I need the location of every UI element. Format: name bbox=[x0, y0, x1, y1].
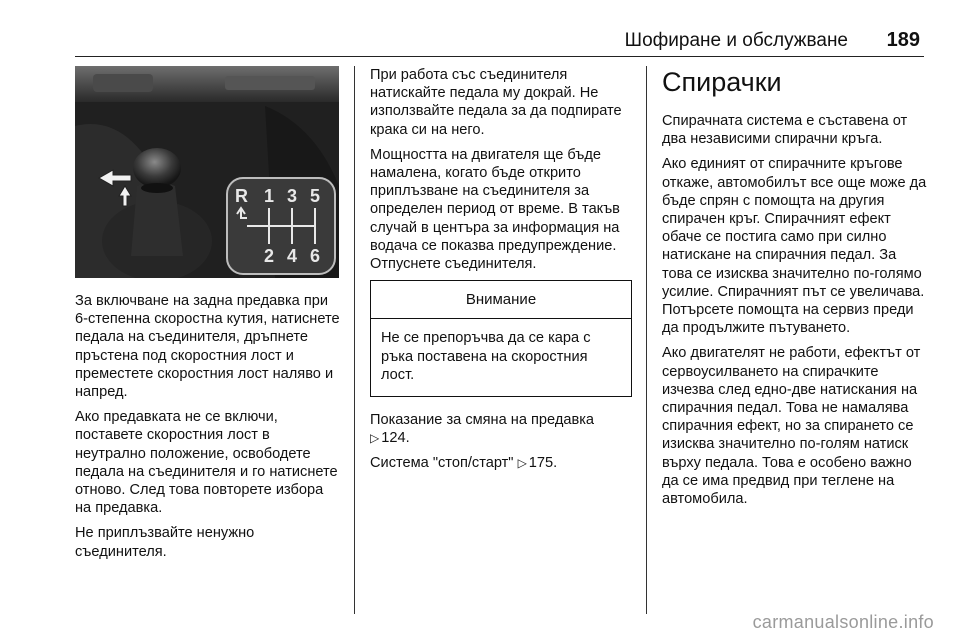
column-3 bbox=[662, 66, 928, 515]
paragraph: При работа със съединителя натискайте педала му докрай. Не използвайте педала за да подпирате крака си на него. bbox=[370, 67, 622, 138]
paragraph: Не приплъзвайте ненужно съединителя. bbox=[75, 525, 255, 560]
ref-arrow-icon: ▷ bbox=[517, 456, 527, 471]
page-number: 189 bbox=[886, 29, 920, 51]
section-title: Спирачки bbox=[662, 67, 782, 97]
gear-lever-photo bbox=[75, 66, 339, 278]
chapter-title: Шофиране и обслужване bbox=[624, 30, 848, 51]
cross-reference-page: 124. bbox=[381, 430, 410, 447]
column-2 bbox=[370, 66, 632, 480]
gear-label-r: R bbox=[235, 186, 248, 206]
paragraph: За включване на задна предавка при 6-степенна скоростна кутия, натиснете педала на съединителя, дръпнете пръстена под скоростния лост и преместете скоростния лост наляво и напред. bbox=[75, 293, 340, 401]
gear-label-4: 4 bbox=[287, 246, 298, 266]
paragraph: Мощността на двигателя ще бъде намалена, когато бъде открито приплъзване на съединителя за определен период от време. В такъв случай в центъра за информация на водача се показва предупреждение. Отпуснете съединителя. bbox=[370, 146, 620, 273]
warning-box bbox=[370, 280, 632, 397]
watermark: carmanualsonline.info bbox=[752, 612, 934, 632]
cross-reference-text: Показание за смяна на предавка bbox=[370, 412, 595, 429]
warning-text: Не се препоръчва да се кара с ръка поставена на скоростния лост. bbox=[381, 330, 591, 383]
paragraph: Ако единият от спирачните кръгове откаже, автомобилът все още може да бъде спрян с помощта на другия спирачен кръг. Спирачният ефект обаче се постига само при силно натискане на спирачния педал. За това се изисква значително по-голямо усилие. Спирачният път се увеличава. Потърсете помощта на сервиз преди да продължите пътуването. bbox=[662, 156, 927, 337]
paragraph: Ако предавката не се включи, поставете скоростния лост в неутрално положение, освободете педала на съединителя и го натиснете отново. След това повторете избора на предавка. bbox=[75, 409, 338, 517]
gear-lever-illustration bbox=[75, 66, 339, 278]
gear-label-5: 5 bbox=[310, 186, 321, 206]
cross-reference-text: Система "стоп/старт" bbox=[370, 455, 514, 472]
cross-reference-page: 175. bbox=[528, 455, 558, 472]
page-header bbox=[0, 0, 960, 56]
column-divider-right bbox=[646, 66, 647, 614]
cross-reference[interactable] bbox=[370, 411, 632, 447]
gear-label-6: 6 bbox=[310, 246, 321, 266]
paragraph: Ако двигателят не работи, ефектът от сервоусилването на спирачките изчезва след едно-две натискания на спирачния педал. Това не намалява спирачния ефект, но за спирането се изисква значително по-голям натиск върху педала. Това е особено важно да се има предвид при теглене на автомобила. bbox=[662, 345, 921, 508]
cross-reference[interactable] bbox=[370, 454, 632, 472]
gear-label-2: 2 bbox=[264, 246, 275, 266]
gear-label-1: 1 bbox=[264, 186, 275, 206]
paragraph: Спирачната система е съставена от два независими спирачни кръга. bbox=[662, 113, 908, 148]
gear-label-3: 3 bbox=[287, 186, 298, 206]
warning-title: Внимание bbox=[371, 281, 631, 319]
ref-arrow-icon: ▷ bbox=[370, 431, 380, 446]
header-rule bbox=[75, 56, 924, 57]
column-1 bbox=[75, 66, 343, 568]
column-divider-left bbox=[354, 66, 355, 614]
